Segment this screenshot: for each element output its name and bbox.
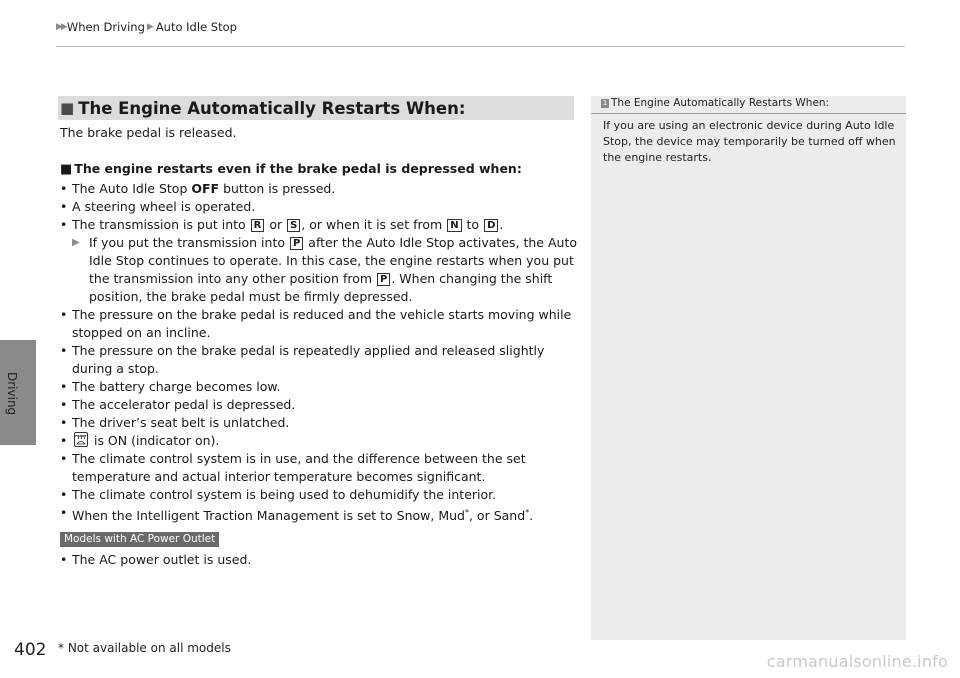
- list-item-text: The climate control system is being used to dehumidify the interior.: [72, 487, 497, 502]
- main-content: [60, 124, 580, 569]
- sidebar-rule: [591, 113, 906, 114]
- list-item: [60, 216, 580, 234]
- list-item-text: The pressure on the brake pedal is reduced and the vehicle starts moving while stopped on an incline.: [72, 307, 572, 340]
- footnote-marker: *: [464, 508, 469, 517]
- models-badge: Models with AC Power Outlet: [60, 532, 219, 547]
- off-button-label: OFF: [191, 181, 220, 196]
- sidebar-note-title: The Engine Automatically Restarts When:: [611, 97, 830, 109]
- section-title: The Engine Automatically Restarts When:: [78, 98, 466, 118]
- list-item-text: to: [462, 217, 484, 232]
- gear-key-r: R: [251, 219, 265, 232]
- list-item: [60, 504, 580, 525]
- intro-text: The brake pedal is released.: [60, 125, 237, 140]
- header-rule: [56, 46, 905, 47]
- note: [72, 234, 580, 306]
- subheading: [60, 160, 580, 179]
- svg-text:FRONT: • FRONT: [75, 434, 87, 438]
- sidebar-note-text: If you are using an electronic device during Auto Idle Stop, the device may temporarily be turned off when the engine restarts.: [603, 119, 896, 164]
- list-item-text: When the Intelligent Traction Management is set to Snow, Mud: [72, 508, 465, 523]
- list-item-text: The climate control system is in use, and the difference between the set temperature and actual interior temperature becomes significant.: [72, 451, 526, 484]
- list-item-text: , or Sand: [468, 508, 526, 523]
- list-item-text: The battery charge becomes low.: [72, 379, 281, 394]
- breadcrumb-arrow-icon: ▶▶: [56, 22, 66, 32]
- breadcrumb-item-auto-idle-stop[interactable]: Auto Idle Stop: [155, 20, 237, 34]
- list-item: [60, 432, 580, 450]
- list-item: [60, 414, 580, 432]
- list-item: [60, 378, 580, 396]
- restart-conditions-list-continued: [60, 306, 580, 525]
- subheading-square-icon: ■: [60, 162, 73, 177]
- ac-outlet-list: [60, 551, 580, 569]
- list-item: [60, 342, 580, 378]
- note-text: . When changing the shift position, the brake pedal must be firmly depressed.: [89, 271, 553, 304]
- list-item-text: The transmission is put into: [72, 217, 250, 232]
- list-item: [60, 198, 580, 216]
- gear-key-n: N: [447, 219, 461, 232]
- sidebar-note-header: [601, 97, 906, 109]
- list-item-text: The pressure on the brake pedal is repeatedly applied and released slightly during a stop.: [72, 343, 545, 376]
- list-item-text: The AC power outlet is used.: [72, 552, 252, 567]
- list-item: [60, 551, 580, 569]
- list-item-text: button is pressed.: [219, 181, 336, 196]
- section-square-icon: ■: [60, 99, 75, 117]
- page-number: 402: [14, 640, 47, 660]
- breadcrumb: [56, 20, 237, 34]
- footnote-marker: *: [525, 508, 530, 517]
- note-text: If you put the transmission into: [89, 235, 289, 250]
- list-item-text: or: [265, 217, 287, 232]
- list-item: [60, 306, 580, 342]
- list-item-text: The accelerator pedal is depressed.: [72, 397, 296, 412]
- footnote: * Not available on all models: [58, 641, 231, 655]
- note-text: after the Auto Idle Stop activates, the Auto Idle Stop continues to operate. In this case, the engine restarts when you put the transmission into any other position from: [89, 235, 577, 286]
- list-item-text: .: [499, 217, 504, 232]
- list-item: [60, 486, 580, 504]
- list-item-text: is ON (indicator on).: [90, 433, 220, 448]
- list-item-text: A steering wheel is operated.: [72, 199, 256, 214]
- gear-key-d: D: [484, 219, 498, 232]
- breadcrumb-arrow-icon: ▶: [146, 22, 154, 32]
- list-item: [60, 180, 580, 198]
- list-item-text: The Auto Idle Stop: [72, 181, 192, 196]
- section-header: [58, 96, 574, 120]
- list-item-text: , or when it is set from: [301, 217, 447, 232]
- gear-key-p: P: [377, 273, 390, 286]
- list-item-text: The driver’s seat belt is unlatched.: [72, 415, 290, 430]
- gear-key-s: S: [287, 219, 300, 232]
- list-item-text: .: [529, 508, 534, 523]
- breadcrumb-item-when-driving[interactable]: When Driving: [66, 20, 145, 34]
- chapter-tab-label: Driving: [5, 372, 19, 416]
- sidebar-number-badge: 1: [602, 98, 608, 107]
- watermark: carmanualsonline.info: [766, 652, 948, 671]
- sidebar-note-panel: [591, 96, 906, 640]
- list-item: [60, 396, 580, 414]
- note-arrow-icon: ▶: [72, 237, 80, 248]
- list-item: [60, 450, 580, 486]
- front-defroster-icon: [74, 432, 88, 447]
- restart-conditions-list: [60, 180, 580, 234]
- gear-key-p: P: [290, 237, 303, 250]
- subheading-text: The engine restarts even if the brake pedal is depressed when:: [74, 161, 522, 176]
